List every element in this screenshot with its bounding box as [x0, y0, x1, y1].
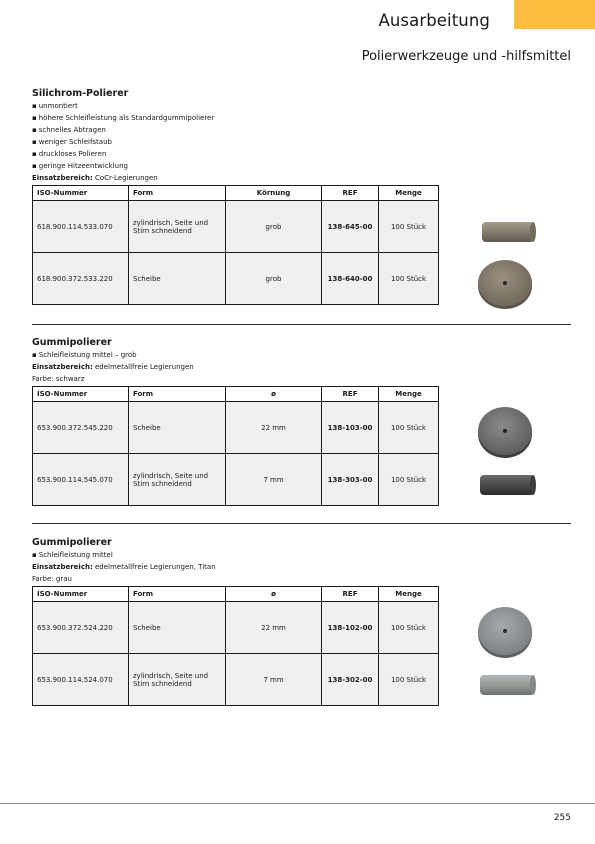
product-table [32, 386, 439, 506]
ref-cell: 138-103-00 [322, 402, 379, 454]
table-row [33, 654, 439, 706]
footer-divider [0, 803, 595, 804]
column-header: Körnung [226, 186, 322, 201]
disc-polisher-image [476, 258, 534, 310]
iso-number-cell: 618.900.372.533.220 [33, 253, 129, 305]
disc-polisher-image [476, 404, 534, 460]
column-header: Form [129, 387, 226, 402]
feature-item: ▪ unmontiert [32, 100, 572, 112]
table-row [33, 454, 439, 506]
einsatzbereich: Einsatzbereich: CoCr-Legierungen [32, 174, 158, 182]
diameter-cell: 7 mm [226, 654, 322, 706]
page-subtitle: Polierwerkzeuge und -hilfsmittel [361, 49, 571, 64]
column-header: ø [226, 587, 322, 602]
iso-number-cell: 653.900.114.545.070 [33, 454, 129, 506]
table-row [33, 201, 439, 253]
section-title: Gummipolierer [32, 337, 112, 348]
table-row [33, 402, 439, 454]
form-cell: Scheibe [129, 602, 226, 654]
cylinder-polisher-image [476, 470, 538, 500]
iso-number-cell: 618.900.114.533.070 [33, 201, 129, 253]
column-header: ISO-Nummer [33, 587, 129, 602]
disc-polisher-image [476, 604, 534, 660]
cylinder-polisher-image [478, 217, 538, 247]
column-header: REF [322, 387, 379, 402]
section-divider [32, 324, 571, 325]
feature-item: ▪ geringe Hitzeentwicklung [32, 160, 572, 172]
column-header: Form [129, 587, 226, 602]
column-header: ø [226, 387, 322, 402]
page-number: 255 [553, 813, 571, 823]
menge-cell: 100 Stück [379, 454, 439, 506]
column-header: Menge [379, 587, 439, 602]
menge-cell: 100 Stück [379, 253, 439, 305]
iso-number-cell: 653.900.372.545.220 [33, 402, 129, 454]
koernung-cell: grob [226, 253, 322, 305]
column-header: Menge [379, 186, 439, 201]
form-cell: zylindrisch, Seite und Stirn schneidend [129, 454, 226, 506]
einsatzbereich: Einsatzbereich: edelmetallfreie Legierungen, Titan [32, 563, 216, 571]
form-cell: Scheibe [129, 253, 226, 305]
product-table [32, 586, 439, 706]
section-divider [32, 523, 571, 524]
column-header: ISO-Nummer [33, 387, 129, 402]
feature-list [32, 100, 572, 172]
feature-item: ▪ Schleifleistung mittel [32, 549, 572, 561]
section-title: Gummipolierer [32, 537, 112, 548]
koernung-cell: grob [226, 201, 322, 253]
diameter-cell: 7 mm [226, 454, 322, 506]
ref-cell: 138-102-00 [322, 602, 379, 654]
ref-cell: 138-640-00 [322, 253, 379, 305]
column-header: ISO-Nummer [33, 186, 129, 201]
accent-box [514, 0, 595, 29]
page-title: Ausarbeitung [378, 11, 490, 30]
diameter-cell: 22 mm [226, 602, 322, 654]
iso-number-cell: 653.900.372.524.220 [33, 602, 129, 654]
einsatzbereich: Einsatzbereich: edelmetallfreie Legierungen [32, 363, 194, 371]
diameter-cell: 22 mm [226, 402, 322, 454]
table-row [33, 253, 439, 305]
ref-cell: 138-303-00 [322, 454, 379, 506]
farbe: Farbe: schwarz [32, 375, 85, 383]
feature-list [32, 549, 572, 561]
product-table [32, 185, 439, 305]
form-cell: Scheibe [129, 402, 226, 454]
feature-item: ▪ druckloses Polieren [32, 148, 572, 160]
farbe: Farbe: grau [32, 575, 72, 583]
ref-cell: 138-302-00 [322, 654, 379, 706]
menge-cell: 100 Stück [379, 402, 439, 454]
form-cell: zylindrisch, Seite und Stirn schneidend [129, 201, 226, 253]
column-header: REF [322, 587, 379, 602]
feature-list [32, 349, 572, 361]
table-row [33, 602, 439, 654]
cylinder-polisher-image [476, 670, 538, 700]
ref-cell: 138-645-00 [322, 201, 379, 253]
menge-cell: 100 Stück [379, 602, 439, 654]
column-header: Form [129, 186, 226, 201]
feature-item: ▪ höhere Schleifleistung als Standardgummipolierer [32, 112, 572, 124]
column-header: Menge [379, 387, 439, 402]
feature-item: ▪ Schleifleistung mittel – grob [32, 349, 572, 361]
form-cell: zylindrisch, Seite und Stirn schneidend [129, 654, 226, 706]
column-header: REF [322, 186, 379, 201]
iso-number-cell: 653.900.114.524.070 [33, 654, 129, 706]
section-title: Silichrom-Polierer [32, 88, 129, 99]
menge-cell: 100 Stück [379, 201, 439, 253]
feature-item: ▪ weniger Schleifstaub [32, 136, 572, 148]
menge-cell: 100 Stück [379, 654, 439, 706]
feature-item: ▪ schnelles Abtragen [32, 124, 572, 136]
